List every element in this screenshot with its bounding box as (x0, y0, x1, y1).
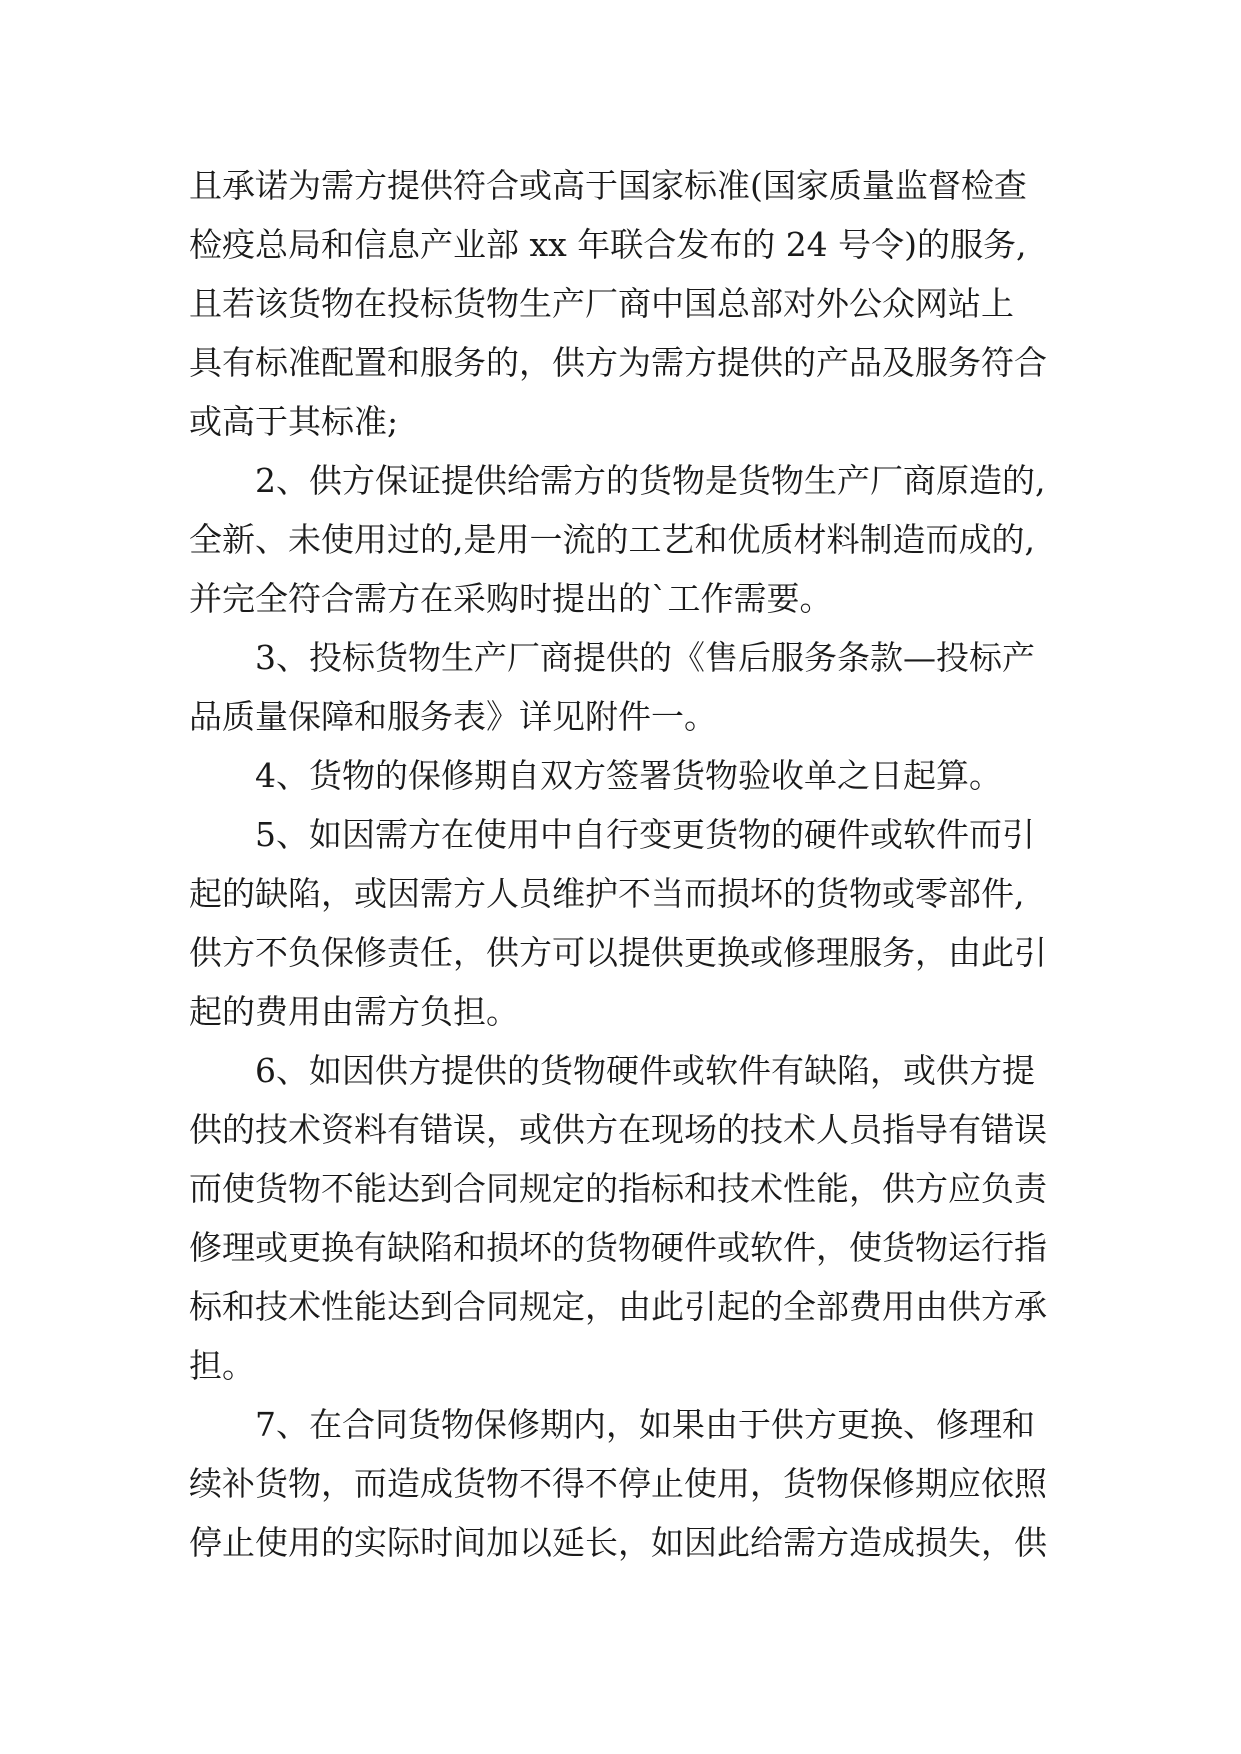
text-line: 7、在合同货物保修期内，如果由于供方更换、修理和 (255, 1405, 1035, 1444)
text-line: 担。 (189, 1346, 255, 1385)
text-line: 且承诺为需方提供符合或高于国家标准(国家质量监督检查 (189, 166, 1027, 205)
text-line: 供的技术资料有错误，或供方在现场的技术人员指导有错误 (189, 1110, 1047, 1149)
text-line: 而使货物不能达到合同规定的指标和技术性能，供方应负责 (189, 1169, 1047, 1208)
text-line: 3、投标货物生产厂商提供的《售后服务条款—投标产 (255, 638, 1035, 677)
text-line: 5、如因需方在使用中自行变更货物的硬件或软件而引 (255, 815, 1035, 854)
text-line: 标和技术性能达到合同规定，由此引起的全部费用由供方承 (189, 1287, 1047, 1326)
text-line: 品质量保障和服务表》详见附件一。 (189, 697, 717, 736)
text-line: 供方不负保修责任，供方可以提供更换或修理服务，由此引 (189, 933, 1047, 972)
text-line: 续补货物，而造成货物不得不停止使用，货物保修期应依照 (189, 1464, 1047, 1503)
text-line: 全新、未使用过的,是用一流的工艺和优质材料制造而成的, (189, 520, 1035, 559)
text-line: 起的缺陷，或因需方人员维护不当而损坏的货物或零部件, (189, 874, 1025, 913)
text-line: 具有标准配置和服务的，供方为需方提供的产品及服务符合 (189, 343, 1047, 382)
text-line: 且若该货物在投标货物生产厂商中国总部对外公众网站上 (189, 284, 1014, 323)
text-line: 并完全符合需方在采购时提出的`工作需要。 (189, 579, 833, 618)
document-body (189, 156, 1059, 1572)
text-line: 或高于其标准; (189, 402, 399, 441)
text-line: 起的费用由需方负担。 (189, 992, 519, 1031)
text-line: 6、如因供方提供的货物硬件或软件有缺陷，或供方提 (255, 1051, 1035, 1090)
text-line: 4、货物的保修期自双方签署货物验收单之日起算。 (255, 756, 1002, 795)
text-line: 停止使用的实际时间加以延长，如因此给需方造成损失，供 (189, 1523, 1047, 1562)
text-line: 检疫总局和信息产业部 xx 年联合发布的 24 号令)的服务, (189, 225, 1027, 264)
text-line: 修理或更换有缺陷和损坏的货物硬件或软件，使货物运行指 (189, 1228, 1047, 1267)
text-line: 2、供方保证提供给需方的货物是货物生产厂商原造的, (255, 461, 1046, 500)
